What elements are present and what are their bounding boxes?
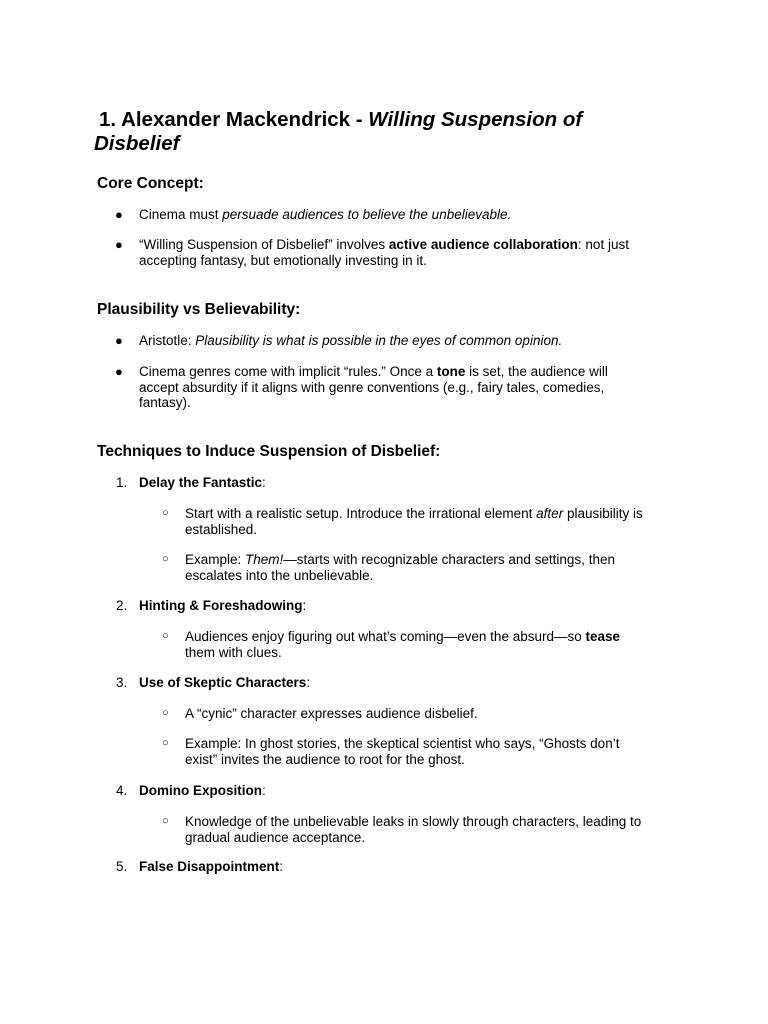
list-number: 1.: [116, 475, 128, 490]
list-number: 5.: [116, 859, 128, 874]
sub-bullet-icon: ○: [162, 737, 169, 749]
domino-sub-1: Knowledge of the unbelievable leaks in slowly through characters, leading to gradual audience acceptance.: [185, 814, 642, 845]
section-heading-techniques: Techniques to Induce Suspension of Disbelief:: [97, 443, 441, 460]
list-number: 3.: [116, 675, 128, 690]
skeptic-sub-2: Example: In ghost stories, the skeptical scientist who says, “Ghosts don’t exist” invites the audience to root for the ghost.: [185, 736, 620, 767]
technique-hinting: Hinting & Foreshadowing:: [139, 598, 307, 613]
technique-skeptic: Use of Skeptic Characters:: [139, 675, 311, 690]
section-heading-core: Core Concept:: [97, 175, 204, 192]
list-number: 2.: [116, 598, 128, 613]
core-bullet-1: Cinema must persuade audiences to believe the unbelievable.: [139, 207, 512, 222]
plausibility-bullet-1: Aristotle: Plausibility is what is possible in the eyes of common opinion.: [139, 333, 563, 348]
document-title: [94, 108, 694, 156]
sub-bullet-icon: ○: [162, 815, 169, 827]
hinting-sub-1: Audiences enjoy figuring out what’s coming—even the absurd—so tease them with clues.: [185, 629, 621, 660]
technique-false-disappointment: False Disappointment:: [139, 859, 284, 874]
title-author: Alexander Mackendrick -: [121, 108, 363, 131]
section-heading-plausibility: Plausibility vs Believability:: [97, 301, 301, 318]
sub-bullet-icon: ○: [162, 630, 169, 642]
bullet-icon: ●: [115, 364, 123, 379]
technique-domino: Domino Exposition:: [139, 783, 266, 798]
skeptic-sub-1: A “cynic” character expresses audience disbelief.: [185, 706, 478, 721]
delay-sub-2: Example: Them!—starts with recognizable characters and settings, then escalates into the unbelievable.: [185, 552, 615, 583]
technique-delay-fantastic: Delay the Fantastic:: [139, 475, 266, 490]
core-bullet-2: “Willing Suspension of Disbelief” involves active audience collaboration: not just accepting fantasy, but emotionally investing in it.: [139, 237, 629, 268]
bullet-icon: ●: [115, 207, 123, 222]
sub-bullet-icon: ○: [162, 507, 169, 519]
title-subject: Willing Suspension of: [368, 108, 583, 131]
sub-bullet-icon: ○: [162, 707, 169, 719]
title-number: 1.: [99, 108, 117, 131]
bullet-icon: ●: [115, 333, 123, 348]
sub-bullet-icon: ○: [162, 553, 169, 565]
plausibility-bullet-2: Cinema genres come with implicit “rules.” Once a tone is set, the audience will accept absurdity if it aligns with genre conventions (e.g., fairy tales, comedies, fantasy).: [139, 364, 608, 410]
title-subject-cont: Disbelief: [94, 132, 180, 155]
list-number: 4.: [116, 783, 128, 798]
delay-sub-1: Start with a realistic setup. Introduce the irrational element after plausibility is established.: [185, 506, 643, 537]
bullet-icon: ●: [115, 237, 123, 252]
